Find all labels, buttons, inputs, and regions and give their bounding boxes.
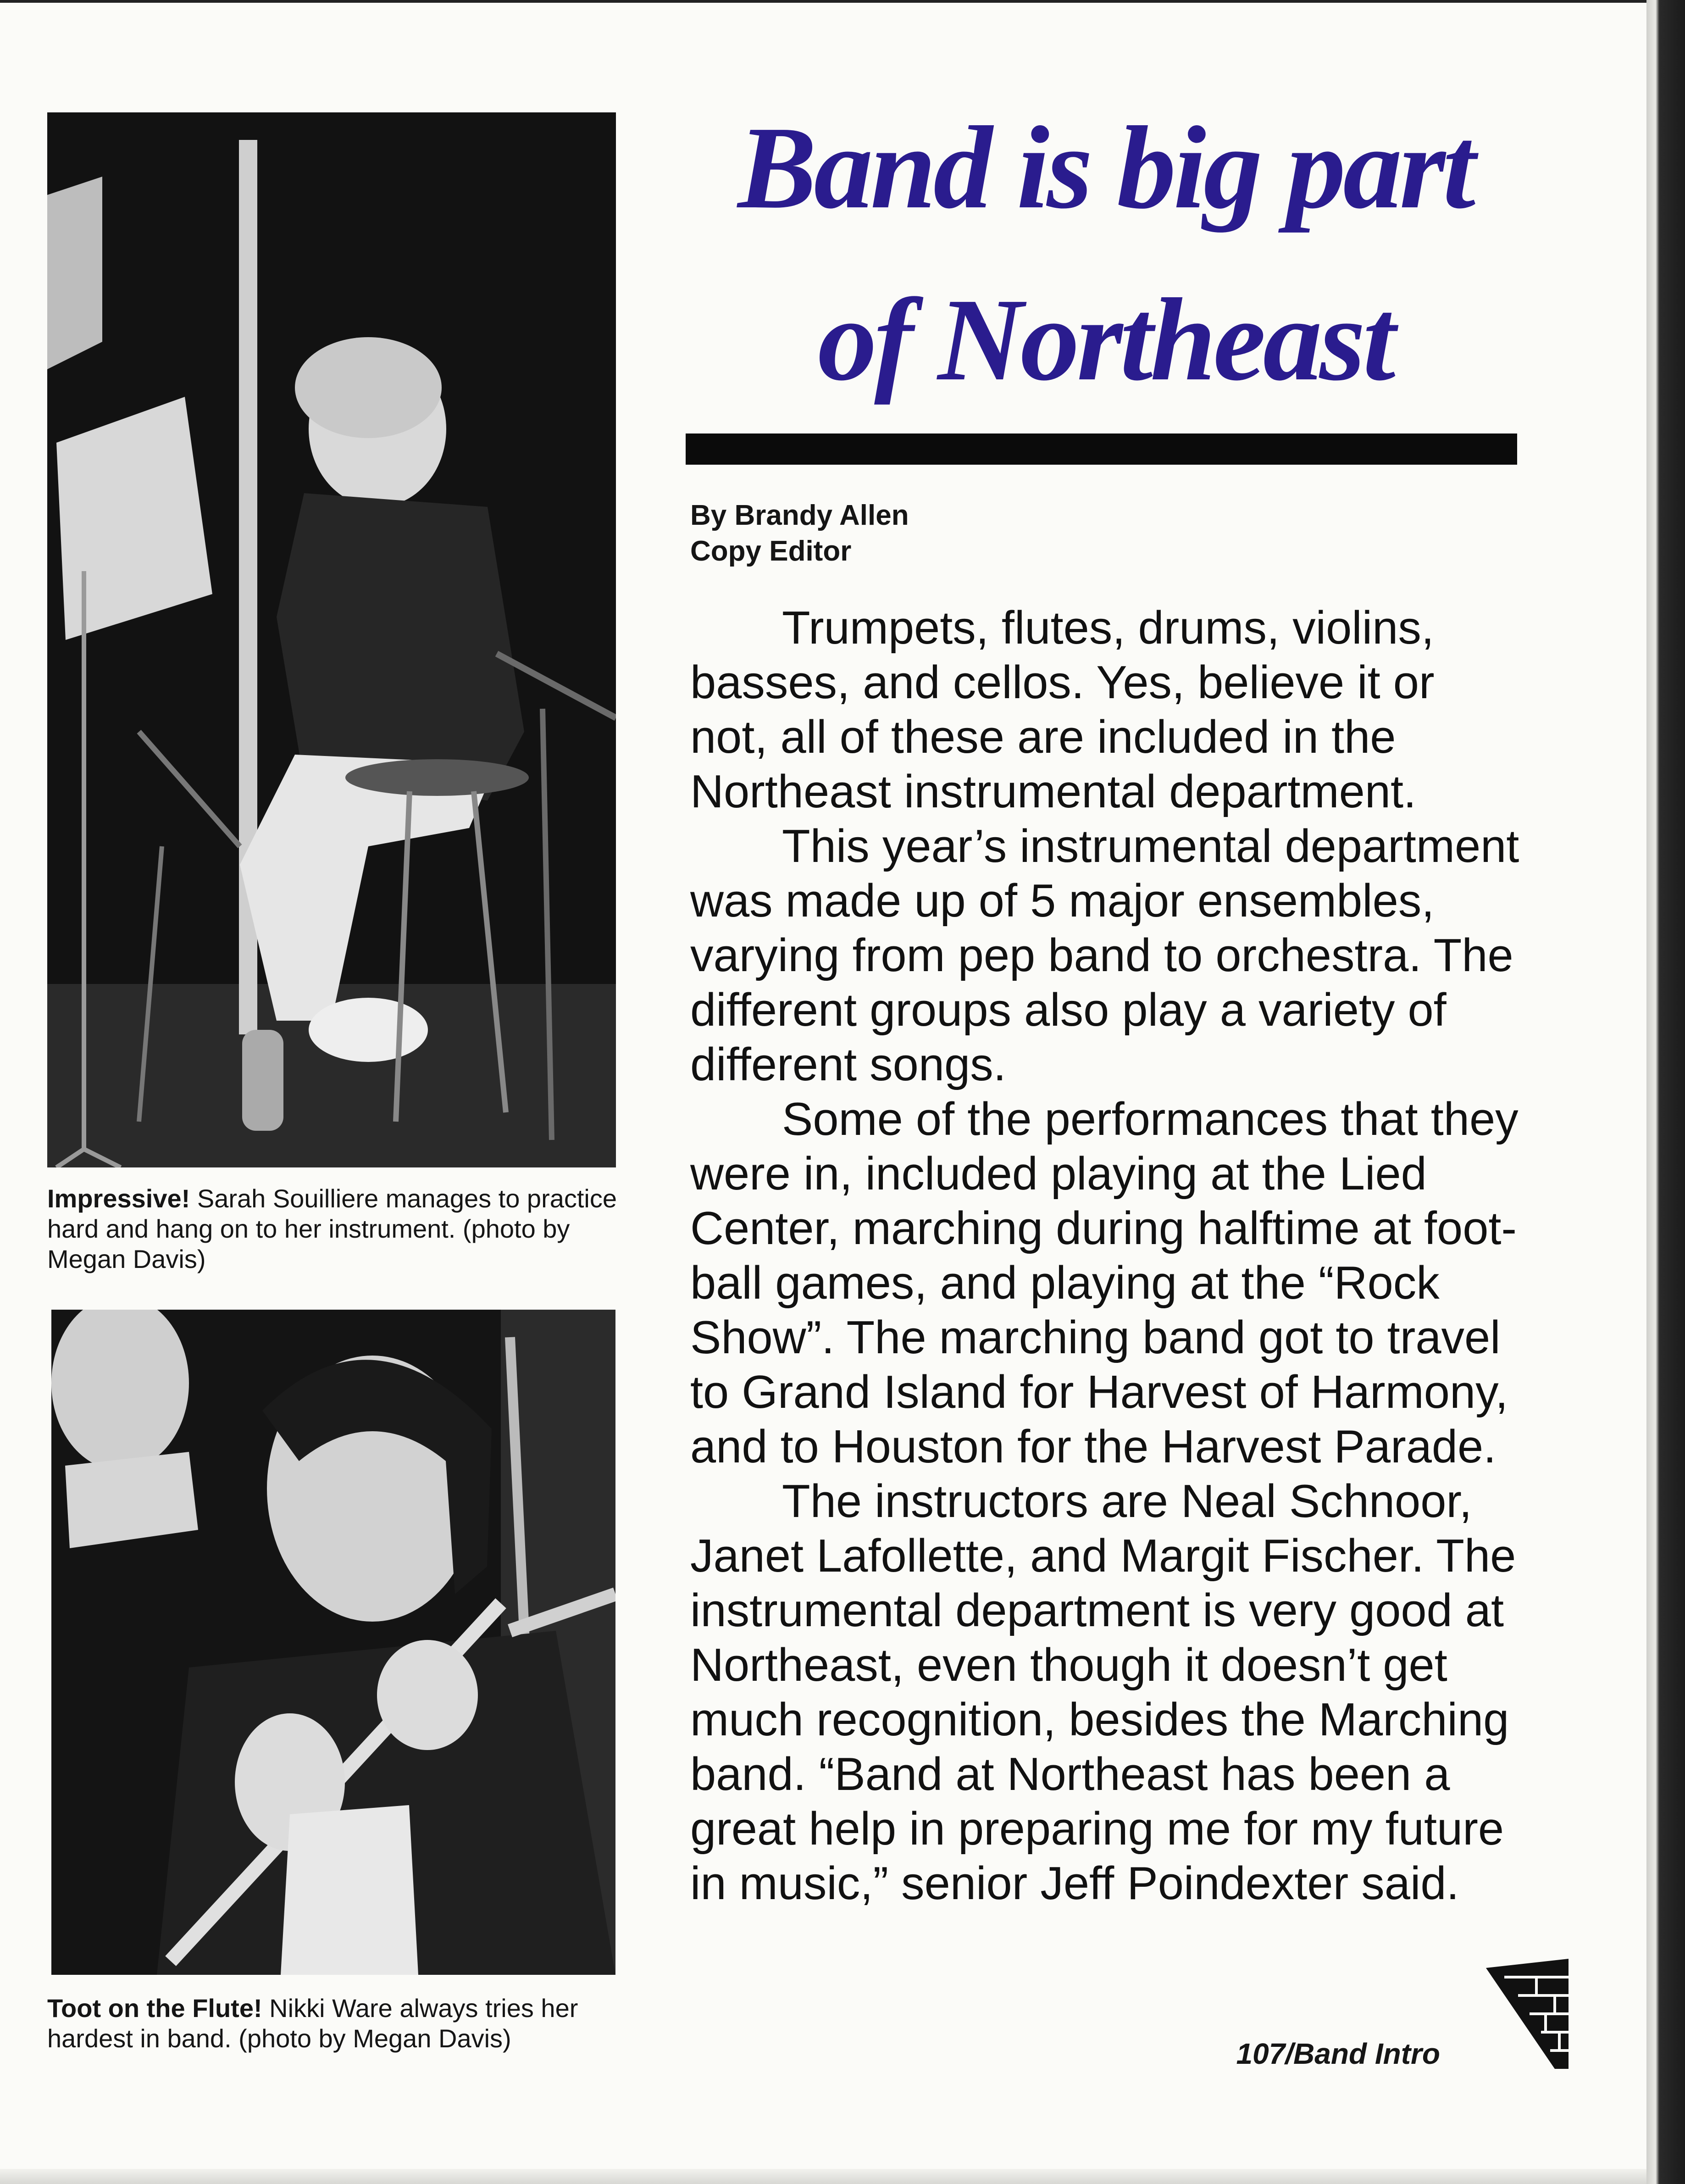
article-body	[690, 601, 1520, 1911]
photo-flute-player	[51, 1310, 615, 1975]
page-bottom-edge	[0, 2169, 1646, 2184]
caption-text: Sarah Souilliere manages to practice hard and hang on to her instrument. (photo by Megan Davis)	[47, 1184, 617, 1273]
article-paragraph: Some of the performances that they were in, included playing at the Lied Center, marching during halftime at foot-ball games, and playing at the “Rock Show”. The marching band got to travel to Grand Island for Harvest of Harmony, and to Houston for the Harvest Parade.	[690, 1094, 1519, 1473]
photo-caption	[47, 1993, 621, 2054]
caption-text: Nikki Ware always tries her hardest in band. (photo by Megan Davis)	[47, 1994, 578, 2053]
headline-line-2: of Northeast	[818, 274, 1393, 405]
article-paragraph: This year’s instrumental department was made up of 5 major ensembles, varying from pep band to orchestra. The different groups also play a variety of different songs.	[690, 821, 1519, 1090]
caption-lead: Toot on the Flute!	[47, 1994, 262, 2023]
article-paragraph: The instructors are Neal Schnoor, Janet Lafollette, and Margit Fischer. The instrumental department is very good at Northeast, even though it doesn’t get much recognition, besides the Marching band. “Band at Northeast has been a great help in preparing me for my future in music,” senior Jeff Poindexter said.	[690, 1476, 1516, 1909]
byline	[690, 498, 909, 569]
headline-rule	[686, 433, 1517, 465]
top-edge-rule	[0, 0, 1685, 3]
byline-role: Copy Editor	[690, 535, 852, 567]
brick-corner-icon	[1486, 1959, 1569, 2069]
photo-bass-clarinet-player	[47, 112, 616, 1167]
page-binding-edge	[1646, 0, 1685, 2184]
article-paragraph: Trumpets, flutes, drums, violins, basses, and cellos. Yes, believe it or not, all of these are included in the Northeast instrumental department.	[690, 602, 1435, 817]
photo-caption	[47, 1184, 621, 1274]
page-folio: 107/Band Intro	[1236, 2037, 1440, 2070]
headline-line-1: Band is big part	[737, 102, 1473, 233]
byline-author: By Brandy Allen	[690, 500, 909, 531]
caption-lead: Impressive!	[47, 1184, 190, 1213]
